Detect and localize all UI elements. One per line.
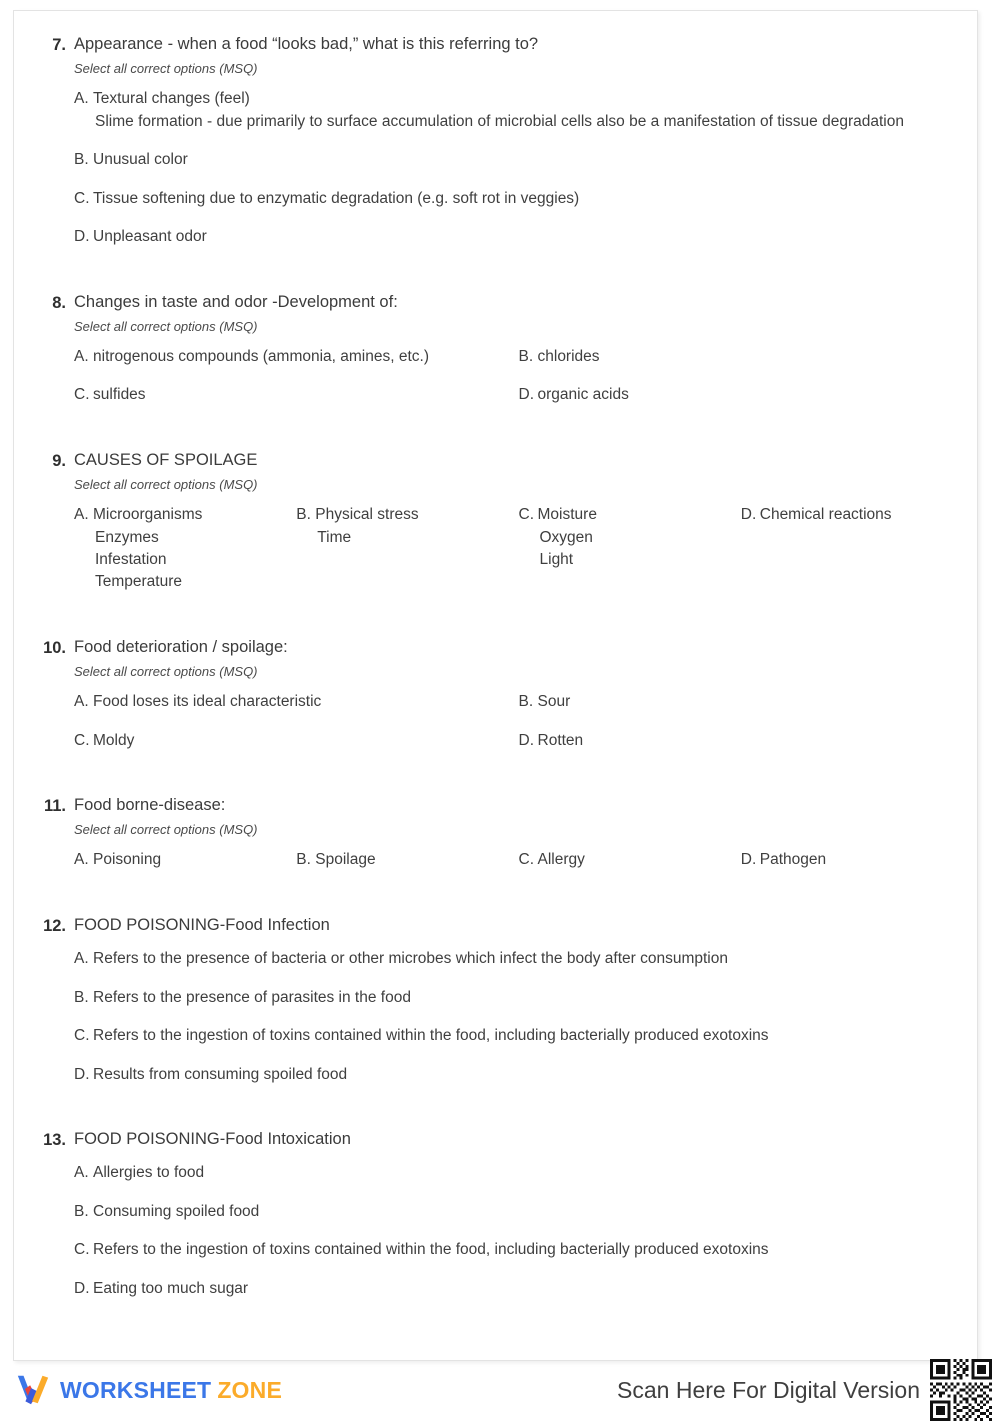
option-item[interactable] — [296, 504, 518, 594]
questions-list — [14, 11, 977, 1316]
option-group — [74, 346, 963, 423]
option-body — [93, 1025, 957, 1047]
option-label: Spoilage — [315, 851, 376, 869]
option-letter: B. — [518, 347, 534, 365]
option-letter: B. — [296, 851, 311, 869]
option-body — [93, 188, 957, 210]
option-label: Moldy — [93, 731, 135, 749]
question-body — [66, 636, 963, 768]
option-item[interactable] — [74, 1064, 963, 1086]
option-letter: A. — [74, 506, 89, 524]
option-body — [93, 346, 513, 368]
option-item[interactable] — [74, 1025, 963, 1047]
option-label: Sour — [537, 693, 571, 711]
option-label: Refers to the ingestion of toxins contained within the food, including bacterially produced exotoxins — [93, 1241, 769, 1259]
option-label: Refers to the presence of parasites in the food — [93, 988, 411, 1006]
option-group — [74, 1162, 963, 1300]
option-item[interactable] — [74, 1162, 963, 1184]
option-group — [74, 691, 963, 768]
option-letter: D. — [740, 851, 757, 869]
question-hint: Select all correct options (MSQ) — [74, 477, 258, 493]
option-body — [538, 691, 958, 713]
option-label: Allergies to food — [93, 1164, 205, 1182]
option-label: Allergy — [537, 851, 585, 869]
option-item[interactable] — [519, 504, 741, 594]
question-text: FOOD POISONING-Food Intoxication — [74, 1130, 351, 1149]
question-text: Appearance - when a food “looks bad,” what is this referring to? — [74, 35, 539, 53]
option-item[interactable] — [519, 384, 964, 406]
option-item[interactable] — [74, 149, 963, 171]
option-item[interactable] — [74, 691, 519, 713]
brand-name-primary: WORKSHEET — [60, 1376, 212, 1403]
option-letter: D. — [74, 228, 90, 246]
option-item[interactable] — [74, 730, 519, 752]
option-label: Refers to the presence of bacteria or other microbes which infect the body after consumption — [93, 950, 728, 968]
option-item[interactable] — [741, 504, 963, 594]
option-detail-line: Light — [539, 551, 574, 569]
question-item — [28, 449, 963, 610]
question-number: 9. — [52, 451, 66, 470]
question-body — [66, 291, 963, 423]
option-item[interactable] — [74, 226, 963, 248]
option-item[interactable] — [519, 346, 964, 368]
brand-name-secondary: ZONE — [217, 1376, 283, 1403]
question-text: CAUSES OF SPOILAGE — [74, 450, 258, 469]
option-group — [74, 504, 963, 610]
option-body — [93, 384, 513, 406]
option-letter: C. — [74, 189, 90, 207]
option-body — [93, 1162, 957, 1184]
option-letter: A. — [74, 693, 89, 711]
option-body — [93, 1239, 957, 1261]
option-letter: D. — [74, 1279, 90, 1297]
option-body — [538, 384, 958, 406]
question-item — [28, 914, 963, 1102]
page-footer — [0, 1366, 1000, 1414]
option-label: Moisture — [537, 506, 597, 524]
option-body — [93, 504, 290, 594]
option-item[interactable] — [74, 504, 296, 594]
option-body — [538, 346, 958, 368]
option-detail-line: Oxygen — [539, 528, 593, 546]
question-item — [28, 636, 963, 768]
option-label: Chemical reactions — [759, 506, 892, 524]
option-detail-line: Slime formation - due primarily to surface accumulation of microbial cells also be a manifestation of tissue degradation — [95, 112, 904, 130]
option-item[interactable] — [74, 384, 519, 406]
option-group — [74, 948, 963, 1086]
option-letter: A. — [74, 950, 89, 968]
option-item[interactable] — [74, 987, 963, 1009]
option-item[interactable] — [741, 849, 963, 871]
question-hint: Select all correct options (MSQ) — [74, 664, 258, 680]
question-body — [66, 33, 963, 265]
brand-name — [60, 1377, 282, 1404]
option-detail-line: Temperature — [95, 573, 183, 591]
option-label: Eating too much sugar — [93, 1279, 249, 1297]
option-item[interactable] — [74, 1201, 963, 1223]
question-number: 11. — [43, 797, 66, 816]
option-item[interactable] — [519, 849, 741, 871]
option-letter: B. — [296, 506, 311, 524]
option-body — [538, 730, 958, 752]
option-label: Microorganisms — [93, 506, 203, 524]
question-hint: Select all correct options (MSQ) — [74, 318, 258, 334]
option-label: Rotten — [537, 731, 584, 749]
option-letter: B. — [74, 988, 89, 1006]
option-label: Physical stress — [315, 506, 419, 524]
option-body — [538, 504, 735, 571]
option-label: Pathogen — [759, 851, 827, 869]
option-letter: C. — [74, 731, 90, 749]
option-label: organic acids — [537, 386, 629, 404]
option-detail-line: Time — [317, 528, 352, 546]
option-body — [93, 1064, 957, 1086]
option-label: Tissue softening due to enzymatic degradation (e.g. soft rot in veggies) — [93, 189, 580, 207]
question-number: 12. — [43, 916, 66, 935]
option-letter: C. — [74, 386, 90, 404]
question-body — [66, 449, 963, 610]
question-item — [28, 1128, 963, 1316]
option-letter: B. — [74, 151, 89, 169]
option-label: Poisoning — [93, 851, 162, 869]
option-letter: A. — [74, 347, 89, 365]
option-letter: D. — [518, 386, 534, 404]
question-number: 10. — [43, 638, 66, 657]
question-text: Food borne-disease: — [74, 796, 226, 815]
option-letter: A. — [74, 1164, 89, 1182]
option-letter: B. — [518, 693, 534, 711]
question-hint: Select all correct options (MSQ) — [74, 61, 258, 77]
option-body — [93, 149, 957, 171]
option-group — [74, 849, 963, 887]
option-label: chlorides — [537, 347, 600, 365]
option-label: Refers to the ingestion of toxins contained within the food, including bacterially produced exotoxins — [93, 1027, 769, 1045]
worksheet-zone-logo-icon — [14, 1372, 52, 1408]
option-body — [93, 226, 957, 248]
option-label: Food loses its ideal characteristic — [93, 693, 322, 711]
option-body — [538, 849, 735, 871]
option-body — [93, 948, 957, 970]
option-letter: A. — [74, 851, 89, 869]
scan-section — [617, 1359, 992, 1421]
option-item[interactable] — [296, 849, 518, 871]
option-letter: C. — [74, 1241, 90, 1259]
option-label: Textural changes (feel) — [93, 90, 250, 108]
option-letter: D. — [518, 731, 534, 749]
option-item[interactable] — [74, 1278, 963, 1300]
option-item[interactable] — [519, 730, 964, 752]
option-item[interactable] — [74, 88, 963, 133]
question-item — [28, 33, 963, 265]
question-number: 13. — [43, 1131, 66, 1150]
worksheet-page-card — [13, 10, 978, 1361]
option-item[interactable] — [74, 1239, 963, 1261]
question-body — [66, 914, 963, 1102]
option-body — [93, 849, 290, 871]
question-body — [66, 1128, 963, 1316]
option-body — [760, 504, 957, 526]
option-letter: C. — [74, 1027, 90, 1045]
question-hint: Select all correct options (MSQ) — [74, 822, 258, 838]
option-body — [93, 987, 957, 1009]
option-letter: C. — [518, 506, 534, 524]
option-body — [315, 504, 512, 549]
option-label: sulfides — [93, 386, 146, 404]
option-detail-line: Enzymes — [95, 528, 159, 546]
question-text: Food deterioration / spoilage: — [74, 637, 288, 656]
brand-logo — [14, 1372, 282, 1408]
option-body — [93, 1201, 957, 1223]
question-text: FOOD POISONING-Food Infection — [74, 915, 330, 934]
option-label: Results from consuming spoiled food — [93, 1065, 348, 1083]
option-label: nitrogenous compounds (ammonia, amines, etc.) — [93, 347, 429, 365]
option-detail-line: Infestation — [95, 551, 167, 569]
option-letter: B. — [74, 1202, 89, 1220]
option-body — [93, 691, 513, 713]
option-letter: D. — [74, 1065, 90, 1083]
option-letter: D. — [740, 506, 757, 524]
option-label: Unpleasant odor — [93, 228, 207, 246]
question-text: Changes in taste and odor -Development of: — [74, 292, 398, 311]
option-letter: C. — [518, 851, 534, 869]
option-label: Consuming spoiled food — [93, 1202, 260, 1220]
option-item[interactable] — [519, 691, 964, 713]
question-number: 7. — [52, 36, 66, 54]
option-body — [93, 1278, 957, 1300]
option-body — [93, 88, 957, 133]
option-body — [93, 730, 513, 752]
option-letter: A. — [74, 90, 89, 108]
option-body — [315, 849, 512, 871]
qr-code-icon[interactable] — [930, 1359, 992, 1421]
option-item[interactable] — [74, 346, 519, 368]
option-label: Unusual color — [93, 151, 188, 169]
question-item — [28, 794, 963, 888]
scan-label: Scan Here For Digital Version — [617, 1376, 920, 1403]
option-item[interactable] — [74, 948, 963, 970]
option-body — [760, 849, 957, 871]
question-body — [66, 794, 963, 888]
option-group — [74, 88, 963, 248]
option-item[interactable] — [74, 849, 296, 871]
option-item[interactable] — [74, 188, 963, 210]
question-number: 8. — [52, 293, 66, 312]
question-item — [28, 291, 963, 423]
